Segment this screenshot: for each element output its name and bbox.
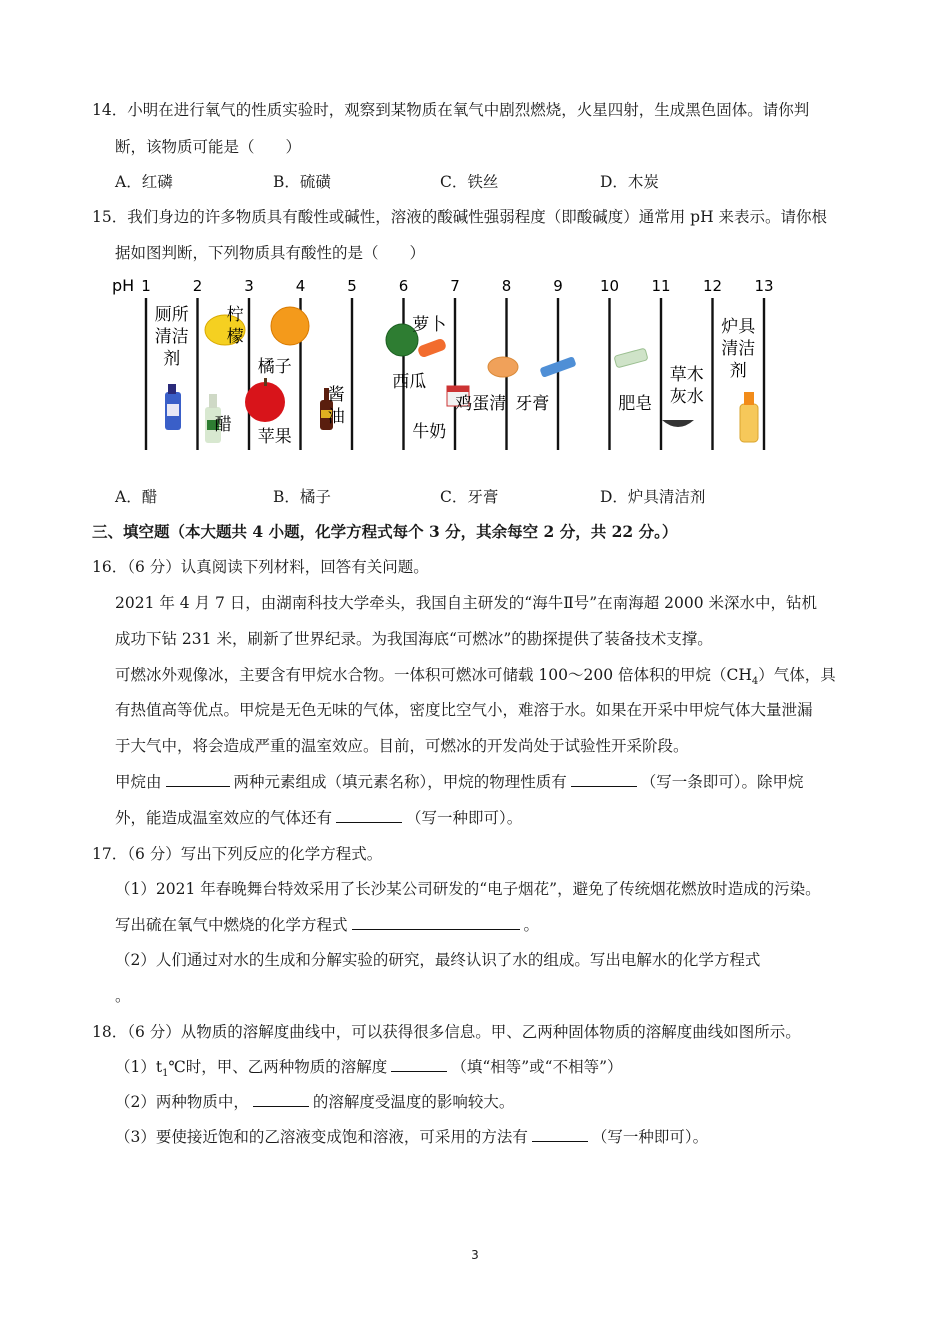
q17-blank-1[interactable] (352, 915, 520, 930)
ph-item-label: 草木灰水 (669, 365, 704, 407)
q18-blank-1[interactable] (391, 1057, 447, 1072)
ph-item-label: 炉具清洁剂 (721, 317, 756, 381)
radish-icon (417, 338, 447, 359)
q18-sub2: （2）两种物质中， 的溶解度受温度的影响较大。 (115, 1093, 515, 1111)
q16-paragraph2-line3: 于大气中，将会造成严重的温室效应。目前，可燃冰的开发尚处于试验性开采阶段。 (115, 737, 689, 755)
q15-option-a: A．醋 (115, 488, 158, 506)
ph-tick-label: 12 (702, 277, 723, 295)
ph-axis-label: pH (112, 276, 135, 295)
q16-question-line1: 甲烷由 两种元素组成（填元素名称），甲烷的物理性质有 （写一条即可）。除甲烷 (115, 773, 804, 791)
toilet-cleaner-bottle-icon (165, 384, 181, 430)
page-number: 3 (471, 1248, 479, 1262)
ph-tick-label: 11 (651, 277, 671, 295)
q17-sub1-line2: 写出硫在氧气中燃烧的化学方程式 。 (115, 916, 540, 934)
q14-stem-line1: 14．小明在进行氧气的性质实验时，观察到某物质在氧气中剧烈燃烧，火星四射，生成黑色固体。请你判 (92, 101, 810, 119)
ph-item-label: 西瓜 (392, 372, 427, 392)
ph-item-label: 牛奶 (412, 422, 447, 442)
stove-cleaner-spray-icon (740, 392, 758, 442)
ph-tick-label: 6 (398, 277, 409, 295)
q14-stem-line2: 断，该物质可能是（ ） (115, 138, 302, 156)
ph-tick-label: 3 (244, 277, 254, 295)
q18-blank-3[interactable] (532, 1127, 588, 1142)
ph-item-label: 鸡蛋清 (455, 394, 507, 414)
q18-intro: 18．（6 分）从物质的溶解度曲线中，可以获得很多信息。甲、乙两种固体物质的溶解度曲线如图所示。 (92, 1023, 801, 1041)
egg-icon (488, 357, 518, 377)
q17-sub1-line1: （1）2021 年春晚舞台特效采用了长沙某公司研发的“电子烟花”，避免了传统烟花燃放时造成的污染。 (115, 880, 821, 898)
q18-sub3: （3）要使接近饱和的乙溶液变成饱和溶液，可采用的方法有 （写一种即可）。 (115, 1128, 709, 1146)
q16-paragraph1-line2: 成功下钻 231 米，刷新了世界纪录。为我国海底“可燃冰”的勘探提供了装备技术支撑。 (115, 630, 713, 648)
ph-item-label: 苹果 (257, 427, 292, 447)
q18-sub1: $(1)t_1℃$时，甲、乙两种物质的溶解度 （填“相等”或“不相等”） (115, 1058, 623, 1080)
ph-tick-label: 7 (450, 277, 460, 295)
q14-option-a: A．红磷 (115, 173, 173, 191)
orange-icon (271, 307, 309, 345)
ph-item-label: 橘子 (257, 357, 292, 377)
ph-item-label: 柠檬 (226, 305, 244, 347)
q18-blank-2[interactable] (253, 1092, 309, 1107)
q15-option-b: B．橘子 (273, 488, 331, 506)
q14-option-d: D．木炭 (600, 173, 659, 191)
ph-item-label: 酱油 (327, 385, 345, 427)
q17-intro: 17．（6 分）写出下列反应的化学方程式。 (92, 845, 383, 863)
ph-tick-label: 10 (599, 277, 620, 295)
ph-tick-label: 5 (347, 277, 357, 295)
q16-blank-2[interactable] (571, 772, 637, 787)
ph-item-label: 牙膏 (515, 394, 550, 414)
ph-item-label: 醋 (214, 415, 232, 435)
q16-blank-3[interactable] (336, 808, 402, 823)
q14-option-c: C．铁丝 (440, 173, 499, 191)
q15-stem-line2: 据如图判断，下列物质具有酸性的是（ ） (115, 244, 426, 262)
q17-sub2-line1: （2）人们通过对水的生成和分解实验的研究，最终认识了水的组成。写出电解水的化学方程式 (115, 951, 761, 969)
q16-paragraph2-line1: 可燃冰外观像冰，主要含有甲烷水合物。一体积可燃冰可储载 100～200 倍体积的甲烷$(CH_4)$气体，具 (115, 666, 836, 688)
q14-option-b: B．硫磺 (273, 173, 331, 191)
q15-stem-line1: 15．我们身边的许多物质具有酸性或碱性，溶液的酸碱性强弱程度（即酸碱度）通常用 pH 来表示。请你根 (92, 208, 828, 226)
ash-water-bowl-icon (662, 420, 694, 427)
q16-question-line2: 外，能造成温室效应的气体还有 （写一种即可）。 (115, 809, 523, 827)
q16-paragraph1-line1: 2021 年 4 月 7 日，由湖南科技大学牵头，我国自主研发的“海牛Ⅱ号”在南海超 2000 米深水中，钻机 (115, 594, 817, 612)
ph-tick-label: 8 (501, 277, 512, 295)
apple-icon (245, 378, 285, 422)
ph-tick-label: 4 (295, 277, 306, 295)
q16-paragraph2-line2: 有热值高等优点。甲烷是无色无味的气体，密度比空气小，难溶于水。如果在开采中甲烷气体大量泄漏 (115, 701, 813, 719)
ph-tick-label: 2 (192, 277, 203, 295)
ph-item-label: 萝卜 (412, 315, 447, 335)
ph-scale-chart (110, 272, 790, 457)
ph-tick-label: 9 (553, 277, 563, 295)
soap-icon (614, 348, 648, 368)
q16-blank-1[interactable] (166, 772, 230, 787)
ph-item-label: 肥皂 (618, 394, 653, 414)
q15-option-d: D．炉具清洁剂 (600, 488, 706, 506)
q15-option-c: C．牙膏 (440, 488, 499, 506)
ph-tick-label: 13 (754, 277, 774, 295)
q17-sub2-line2: 。 (115, 987, 131, 1005)
ph-tick-label: 1 (141, 277, 151, 295)
q16-intro: 16．（6 分）认真阅读下列材料，回答有关问题。 (92, 558, 429, 576)
section-3-heading: 三、填空题（本大题共 4 小题，化学方程式每个 3 分，其余每空 2 分，共 22 分。） (92, 522, 678, 541)
ph-item-label: 厕所清洁剂 (154, 305, 189, 369)
